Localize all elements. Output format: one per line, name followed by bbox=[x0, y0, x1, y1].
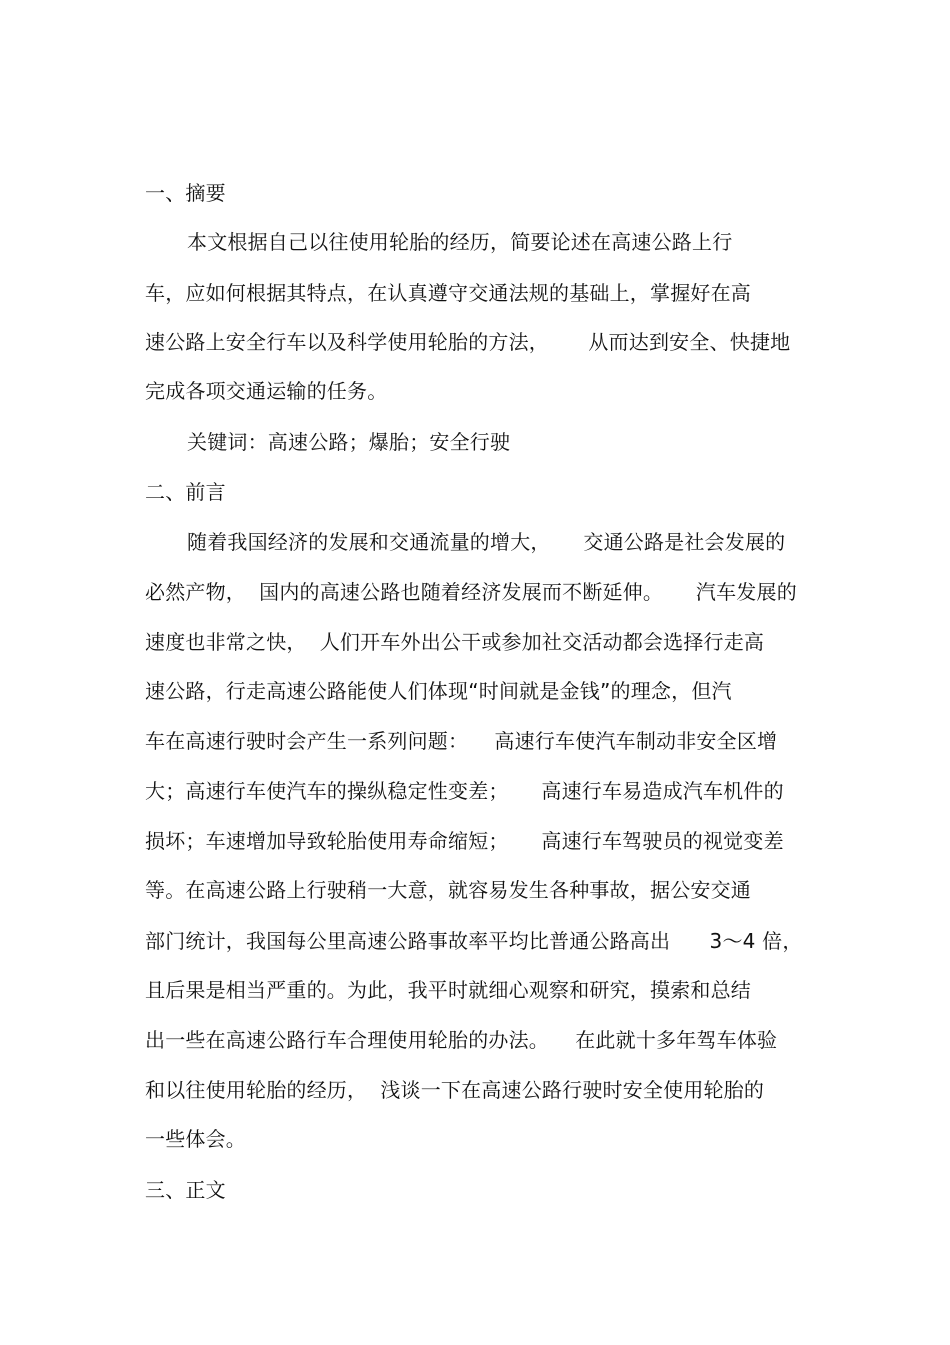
abstract-line: 车，应如何根据其特点，在认真遵守交通法规的基础上，掌握好在高 bbox=[145, 281, 751, 305]
preface-line: 等。在高速公路上行驶稍一大意，就容易发生各种事故，据公安交通 bbox=[145, 878, 751, 902]
preface-line: 一些体会。 bbox=[145, 1127, 246, 1151]
section-heading-preface: 二、前言 bbox=[145, 480, 226, 504]
preface-line: 部门统计，我国每公里高速公路事故率平均比普通公路高出 3～4 倍， bbox=[145, 929, 803, 953]
keywords-line: 关键词：高速公路；爆胎；安全行驶 bbox=[187, 430, 511, 454]
preface-line: 且后果是相当严重的。为此，我平时就细心观察和研究，摸索和总结 bbox=[145, 978, 751, 1002]
preface-line: 大；高速行车使汽车的操纵稳定性变差； 高速行车易造成汽车机件的 bbox=[145, 779, 784, 803]
preface-line: 必然产物， 国内的高速公路也随着经济发展而不断延伸。 汽车发展的 bbox=[145, 580, 797, 604]
section-heading-body: 三、正文 bbox=[145, 1178, 226, 1202]
abstract-line: 速公路上安全行车以及科学使用轮胎的方法， 从而达到安全、快捷地 bbox=[145, 330, 791, 354]
abstract-line: 本文根据自己以往使用轮胎的经历，简要论述在高速公路上行 bbox=[187, 230, 733, 254]
preface-line: 车在高速行驶时会产生一系列问题： 高速行车使汽车制动非安全区增 bbox=[145, 729, 778, 753]
preface-line: 随着我国经济的发展和交通流量的增大， 交通公路是社会发展的 bbox=[187, 530, 786, 554]
preface-line: 损坏；车速增加导致轮胎使用寿命缩短； 高速行车驾驶员的视觉变差 bbox=[145, 829, 784, 853]
preface-line: 速公路，行走高速公路能使人们体现“时间就是金钱”的理念，但汽 bbox=[145, 679, 732, 703]
preface-line: 出一些在高速公路行车合理使用轮胎的办法。 在此就十多年驾车体验 bbox=[145, 1028, 778, 1052]
preface-line: 速度也非常之快， 人们开车外出公干或参加社交活动都会选择行走高 bbox=[145, 630, 765, 654]
preface-line: 和以往使用轮胎的经历， 浅谈一下在高速公路行驶时安全使用轮胎的 bbox=[145, 1078, 765, 1102]
section-heading-abstract: 一、摘要 bbox=[145, 181, 226, 205]
abstract-line: 完成各项交通运输的任务。 bbox=[145, 379, 388, 403]
